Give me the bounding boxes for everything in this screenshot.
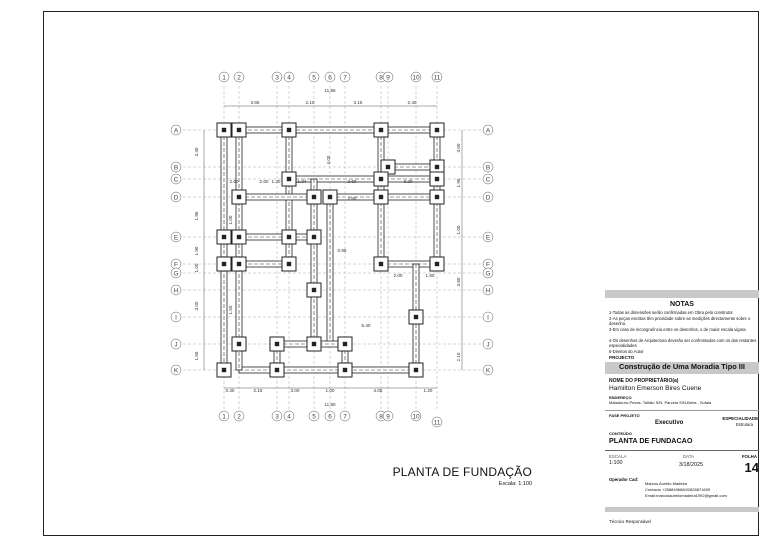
row-axis-bubble-right-label: A — [485, 127, 491, 135]
dimension-inner: 5.40 — [361, 323, 371, 328]
sheet-label: FOLHA — [741, 454, 757, 459]
column-pedestal — [343, 368, 347, 372]
column-axis-bubble-bottom-label: 7 — [343, 413, 347, 421]
notes-header-bar — [605, 290, 759, 298]
dimension-left: 1.90 — [194, 246, 199, 256]
row-axis-bubble-right-label: E — [485, 234, 491, 242]
column-pedestal — [414, 368, 418, 372]
dimension-left: 1.00 — [228, 215, 233, 225]
column-axis-bubble-bottom-label: 9 — [386, 413, 390, 421]
dimension-inner: 0.85 — [337, 248, 347, 253]
plan-title: PLANTA DE FUNDAÇÃO — [392, 465, 532, 479]
note-5: 5-Direitos do Autor — [609, 349, 644, 354]
notes-title: NOTAS — [670, 301, 694, 308]
column-pedestal — [379, 128, 383, 132]
address-label: ENDEREÇO — [609, 395, 632, 400]
column-axis-bubble-top-label: 11 — [433, 74, 441, 82]
column-pedestal — [237, 262, 241, 266]
operator-email: Email:marcosaureliomadeira1992@gmail.com — [645, 493, 727, 498]
dimension-bottom: 3.00 — [290, 388, 300, 393]
note-3: 3-Em caso de incongruência entre os desenhos, o de maior escala vigora. — [609, 327, 747, 332]
column-pedestal — [312, 342, 316, 346]
dimension-bottom: 0.40 — [225, 388, 235, 393]
date-value: 3/18/2025 — [679, 462, 703, 468]
dimension-left: 1.00 — [194, 263, 199, 273]
content-label: CONTEÚDO — [609, 431, 632, 436]
column-pedestal — [379, 177, 383, 181]
owner-name: Hamilton Emerson Bires Cuene — [609, 385, 702, 392]
column-pedestal — [435, 165, 439, 169]
owner-label: NOME DO PROPRIETÁRIO(a) — [609, 378, 679, 384]
row-axis-bubble-right-label: J — [486, 341, 490, 349]
phase-label: FASE PROJETO — [609, 413, 640, 418]
dimension-bottom: 1.00 — [325, 388, 335, 393]
column-pedestal — [287, 128, 291, 132]
dimension-left: 3.00 — [194, 301, 199, 311]
dimension-inner: 1.80 — [425, 273, 435, 278]
column-pedestal — [435, 262, 439, 266]
scale-value: 1:100 — [609, 460, 623, 466]
dimension-left: 1.95 — [194, 211, 199, 221]
row-axis-bubble-left-label: B — [173, 164, 179, 172]
dimension-top: 3.65 — [250, 100, 260, 105]
row-axis-bubble-left-label: K — [173, 367, 179, 375]
row-axis-bubble-right-label: D — [485, 194, 491, 202]
row-axis-bubble-left-label: I — [175, 314, 177, 322]
dimension-right: 3.60 — [456, 277, 461, 287]
dimension-inner: 3.20 — [403, 179, 413, 184]
column-axis-bubble-top-label: 8 — [379, 74, 383, 82]
date-label: DATA — [683, 454, 695, 459]
column-pedestal — [222, 128, 226, 132]
signature-bar — [605, 507, 759, 512]
column-pedestal — [237, 235, 241, 239]
operator-label: Operador Cad: — [609, 477, 639, 482]
address-value: Matadouro-Pevas, Talhão S/N. Parcela S/N-Beira , Sofala — [609, 400, 712, 405]
column-pedestal — [435, 128, 439, 132]
column-pedestal — [386, 165, 390, 169]
title-block — [605, 290, 759, 536]
dimension-right: 1.00 — [456, 225, 461, 235]
content-value: PLANTA DE FUNDACAO — [609, 436, 693, 445]
operator-name: Marcos Aurélio Madeira — [645, 481, 688, 486]
column-axis-bubble-top-label: 1 — [222, 74, 226, 82]
column-axis-bubble-bottom-label: 8 — [379, 413, 383, 421]
column-axis-bubble-top-label: 7 — [343, 74, 347, 82]
column-axis-bubble-top-label: 6 — [328, 74, 332, 82]
dimension-top: 3.15 — [353, 100, 363, 105]
column-pedestal — [435, 177, 439, 181]
dimension-right: 2.10 — [456, 352, 461, 362]
column-axis-bubble-top-label: 5 — [312, 74, 316, 82]
column-pedestal — [237, 195, 241, 199]
phase-value: Executivo — [655, 420, 684, 426]
note-4: 4-Os desenhos de Arquitectura deverão ser confrontados com os das restantes especialidades — [609, 338, 757, 349]
column-pedestal — [379, 195, 383, 199]
dimension-inner: 2.60 — [347, 179, 357, 184]
column-pedestal — [287, 177, 291, 181]
column-pedestal — [222, 368, 226, 372]
row-axis-bubble-right-label: H — [485, 287, 491, 295]
column-axis-bubble-top-label: 4 — [287, 74, 291, 82]
dimension-left: 1.50 — [228, 305, 233, 315]
operator-contact: Contacto +258849668/02828871699 — [645, 487, 711, 492]
column-axis-bubble-top-label: 3 — [275, 74, 279, 82]
technician-label: Técnico Responsável — [609, 519, 651, 524]
row-axis-bubble-right-label: I — [487, 314, 489, 322]
column-axis-bubble-bottom-label: 5 — [312, 413, 316, 421]
dimension-inner: 2.60 — [229, 179, 239, 184]
note-1: 1-Todas as dimensões serão confirmadas em Obra pelo construtor. — [609, 310, 734, 315]
column-axis-bubble-bottom-label: 2 — [237, 413, 241, 421]
column-pedestal — [287, 262, 291, 266]
column-axis-bubble-top-label: 2 — [237, 74, 241, 82]
specialty-label: ESPECIALIDADE — [722, 416, 758, 421]
dimension-top: 2.10 — [305, 100, 315, 105]
column-pedestal — [343, 342, 347, 346]
project-label: PROJECTO — [609, 355, 635, 360]
column-axis-bubble-bottom-label: 11 — [433, 419, 441, 427]
row-axis-bubble-right-label: C — [485, 176, 491, 184]
dimension-right: 1.90 — [456, 178, 461, 188]
project-title: Construção de Uma Moradia Tipo III — [619, 362, 745, 371]
dimension-inner: 2.00 — [393, 273, 403, 278]
dimension-inner: 2.60 — [259, 179, 269, 184]
row-axis-bubble-right-label: F — [486, 261, 490, 269]
dimension-left: 3.40 — [194, 147, 199, 157]
row-axis-bubble-left-label: G — [173, 270, 179, 278]
column-axis-bubble-bottom-label: 4 — [287, 413, 291, 421]
dimension-bottom: 1.20 — [423, 388, 433, 393]
column-pedestal — [222, 262, 226, 266]
sheet-number: 14 — [744, 460, 759, 475]
row-axis-bubble-left-label: A — [173, 127, 179, 135]
row-axis-bubble-left-label: D — [173, 194, 179, 202]
column-axis-bubble-bottom-label: 3 — [275, 413, 279, 421]
dimension-left: 4.00 — [326, 155, 331, 165]
row-axis-bubble-left-label: F — [174, 261, 178, 269]
dimension-top-overall: 11.95 — [324, 88, 336, 93]
row-axis-bubble-right-label: G — [485, 270, 491, 278]
row-axis-bubble-right-label: K — [485, 367, 491, 375]
row-axis-bubble-left-label: J — [174, 341, 178, 349]
column-axis-bubble-bottom-label: 1 — [222, 413, 226, 421]
column-pedestal — [414, 315, 418, 319]
column-pedestal — [237, 128, 241, 132]
specialty-value: Estrutura — [736, 422, 753, 427]
plan-scale: Escala: 1:100 — [498, 481, 532, 487]
column-pedestal — [237, 342, 241, 346]
dimension-left: 1.55 — [194, 351, 199, 361]
column-pedestal — [379, 262, 383, 266]
column-axis-bubble-bottom-label: 10 — [412, 413, 420, 421]
column-pedestal — [275, 342, 279, 346]
dimension-top: 2.40 — [407, 100, 417, 105]
column-pedestal — [435, 195, 439, 199]
row-axis-bubble-left-label: C — [173, 176, 179, 184]
dimension-bottom-total: 11.80 — [324, 402, 336, 407]
column-pedestal — [328, 195, 332, 199]
column-axis-bubble-top-label: 9 — [386, 74, 390, 82]
dimension-inner: 1.30 — [271, 179, 281, 184]
column-pedestal — [312, 288, 316, 292]
row-axis-bubble-left-label: H — [173, 287, 179, 295]
row-axis-bubble-right-label: B — [485, 164, 491, 172]
column-axis-bubble-top-label: 10 — [412, 74, 420, 82]
dimension-bottom: 4.05 — [373, 388, 383, 393]
dimension-inner: 1.34 — [297, 179, 307, 184]
column-axis-bubble-bottom-label: 6 — [328, 413, 332, 421]
dimension-right: 3.00 — [456, 143, 461, 153]
scale-label: ESCALA — [609, 454, 627, 459]
column-pedestal — [312, 235, 316, 239]
column-pedestal — [275, 368, 279, 372]
row-axis-bubble-left-label: E — [173, 234, 179, 242]
dimension-inner: 2.60 — [347, 196, 357, 201]
dimension-bottom: 2.15 — [253, 388, 263, 393]
note-2: 2-As peças escritas têm prioridade sobre as medições directamente sobre o desenho. — [609, 316, 751, 327]
column-pedestal — [312, 195, 316, 199]
divider — [605, 410, 759, 411]
divider — [605, 450, 759, 451]
column-pedestal — [222, 235, 226, 239]
column-pedestal — [287, 235, 291, 239]
